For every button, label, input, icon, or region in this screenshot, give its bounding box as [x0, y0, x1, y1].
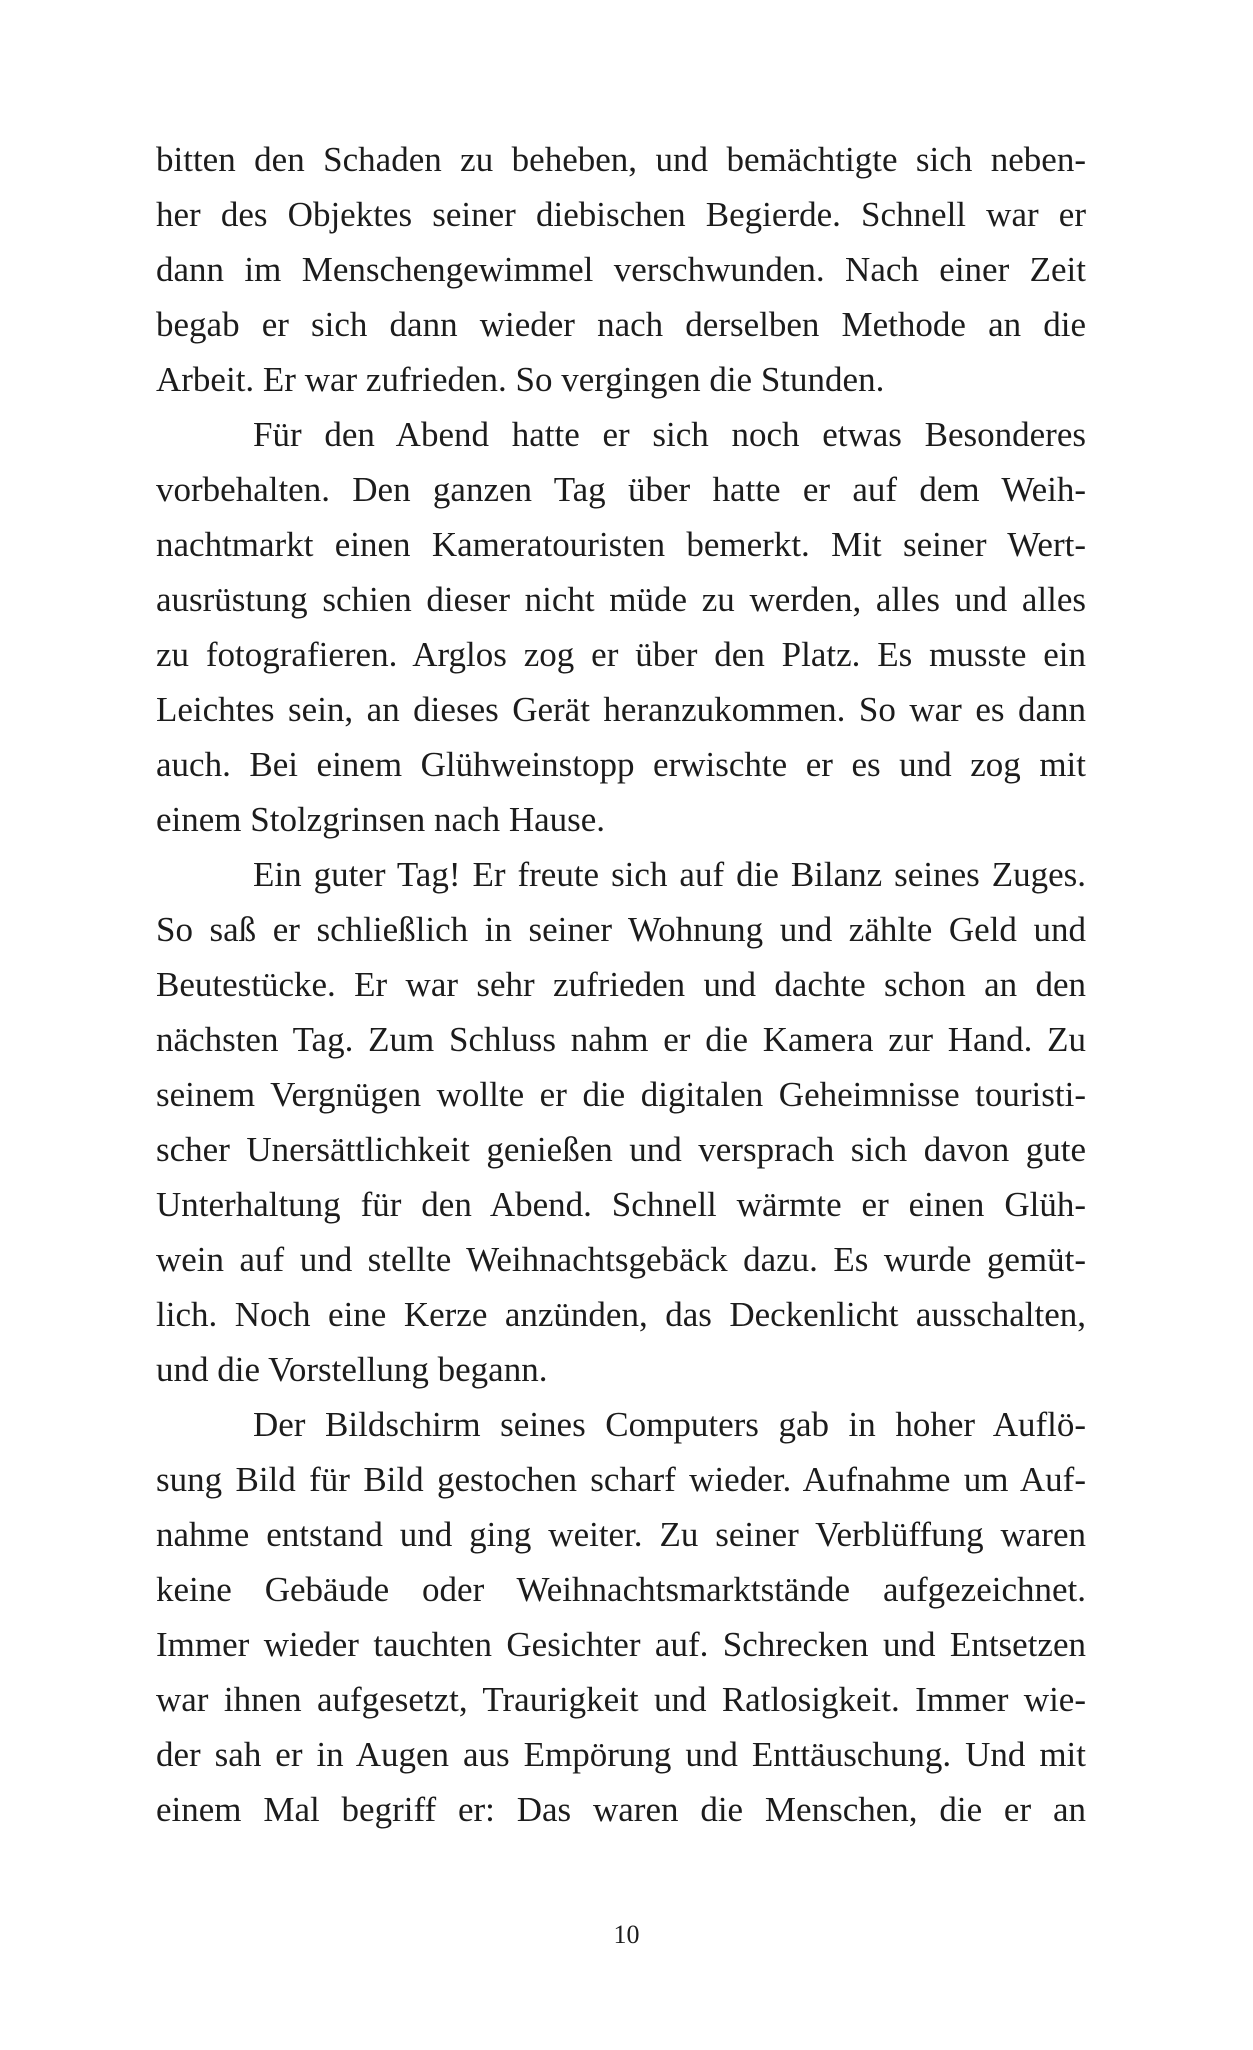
- text-line: Ein guter Tag! Er freute sich auf die Bilanz seines Zuges.: [253, 855, 1086, 894]
- text-line: nächsten Tag. Zum Schluss nahm er die Kamera zur Hand. Zu: [156, 1020, 1086, 1059]
- text-line: keine Gebäude oder Weihnachtsmarktstände aufgezeichnet.: [156, 1570, 1086, 1609]
- text-line: So saß er schließlich in seiner Wohnung und zählte Geld und: [156, 910, 1086, 949]
- text-line: her des Objektes seiner diebischen Begierde. Schnell war er: [156, 195, 1086, 234]
- text-line: nahme entstand und ging weiter. Zu seiner Verblüffung waren: [156, 1515, 1086, 1554]
- text-line: Leichtes sein, an dieses Gerät heranzukommen. So war es dann: [156, 690, 1086, 729]
- page-number: 10: [613, 1920, 640, 1949]
- text-line: und die Vorstellung begann.: [156, 1350, 548, 1389]
- paragraph: [156, 847, 1086, 1397]
- text-line: ausrüstung schien dieser nicht müde zu werden, alles und alles: [156, 580, 1086, 619]
- text-line: einem Stolzgrinsen nach Hause.: [156, 800, 606, 839]
- text-line: Unterhaltung für den Abend. Schnell wärmte er einen Glüh-: [156, 1185, 1086, 1224]
- text-line: auch. Bei einem Glühweinstopp erwischte er es und zog mit: [156, 745, 1086, 784]
- text-line: Arbeit. Er war zufrieden. So vergingen die Stunden.: [156, 360, 885, 399]
- text-line: einem Mal begriff er: Das waren die Menschen, die er an: [156, 1790, 1086, 1829]
- text-line: Der Bildschirm seines Computers gab in hoher Auflö-: [253, 1405, 1086, 1444]
- text-line: scher Unersättlichkeit genießen und versprach sich davon gute: [156, 1130, 1086, 1169]
- text-line: war ihnen aufgesetzt, Traurigkeit und Ratlosigkeit. Immer wie-: [156, 1680, 1086, 1719]
- text-line: nachtmarkt einen Kameratouristen bemerkt. Mit seiner Wert-: [156, 525, 1086, 564]
- text-line: sung Bild für Bild gestochen scharf wieder. Aufnahme um Auf-: [156, 1460, 1086, 1499]
- paragraph: [156, 407, 1086, 847]
- text-line: vorbehalten. Den ganzen Tag über hatte er auf dem Weih-: [156, 470, 1086, 509]
- text-line: Für den Abend hatte er sich noch etwas Besonderes: [253, 415, 1086, 454]
- text-line: Beutestücke. Er war sehr zufrieden und dachte schon an den: [156, 965, 1086, 1004]
- text-line: lich. Noch eine Kerze anzünden, das Deckenlicht ausschalten,: [156, 1295, 1086, 1334]
- text-line: seinem Vergnügen wollte er die digitalen Geheimnisse touristi-: [156, 1075, 1086, 1114]
- text-line: zu fotografieren. Arglos zog er über den Platz. Es musste ein: [156, 635, 1086, 674]
- text-line: Immer wieder tauchten Gesichter auf. Schrecken und Entsetzen: [156, 1625, 1086, 1664]
- text-line: bitten den Schaden zu beheben, und bemächtigte sich neben-: [156, 140, 1086, 179]
- text-line: wein auf und stellte Weihnachtsgebäck dazu. Es wurde gemüt-: [156, 1240, 1086, 1279]
- paragraph: [156, 1397, 1086, 1837]
- text-line: dann im Menschengewimmel verschwunden. Nach einer Zeit: [156, 250, 1086, 289]
- text-line: der sah er in Augen aus Empörung und Enttäuschung. Und mit: [156, 1735, 1086, 1774]
- body-text: [156, 132, 1086, 1837]
- text-line: begab er sich dann wieder nach derselben Methode an die: [156, 305, 1086, 344]
- paragraph: [156, 132, 1086, 407]
